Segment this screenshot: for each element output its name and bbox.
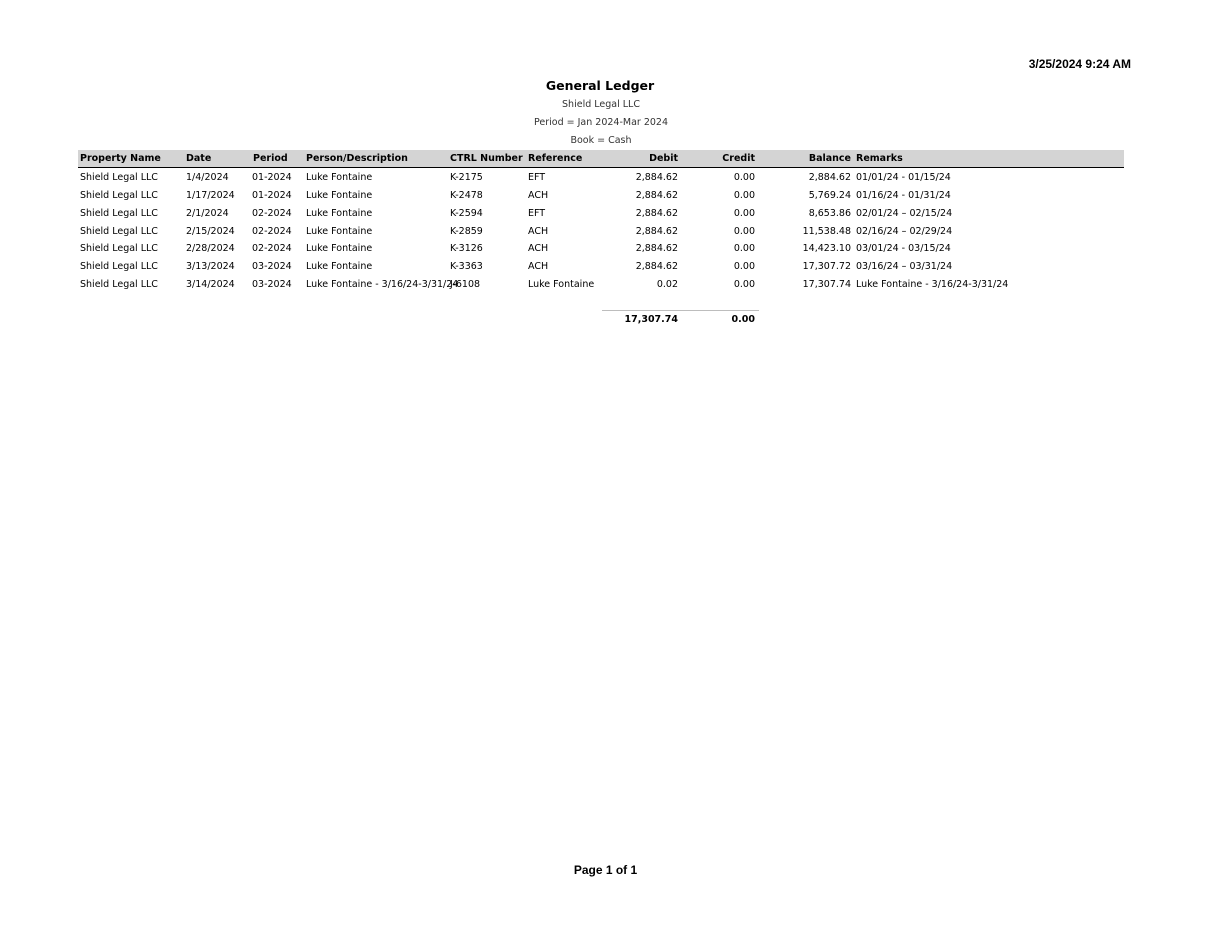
cell-remarks: 01/16/24 - 01/31/24	[856, 190, 951, 201]
cell-credit: 0.00	[733, 243, 755, 254]
report-title: General Ledger	[545, 78, 655, 93]
cell-debit: 2,884.62	[635, 172, 678, 183]
report-timestamp: 3/25/2024 9:24 AM	[1028, 57, 1131, 71]
cell-person: Luke Fontaine	[306, 190, 373, 201]
header-person-description: Person/Description	[306, 153, 408, 164]
cell-period: 02-2024	[252, 208, 292, 219]
cell-person: Luke Fontaine - 3/16/24-3/31/24	[306, 279, 459, 290]
header-balance: Balance	[808, 153, 851, 164]
cell-period: 02-2024	[252, 226, 292, 237]
cell-ctrl: K-2175	[450, 172, 483, 183]
cell-reference: EFT	[528, 208, 546, 219]
header-date: Date	[186, 153, 212, 164]
cell-property: Shield Legal LLC	[80, 172, 158, 183]
cell-remarks: Luke Fontaine - 3/16/24-3/31/24	[856, 279, 1009, 290]
cell-reference: Luke Fontaine	[528, 279, 595, 290]
cell-date: 3/13/2024	[186, 261, 235, 272]
header-ctrl-number: CTRL Number	[450, 153, 523, 164]
cell-period: 02-2024	[252, 243, 292, 254]
table-row	[0, 226, 1210, 244]
cell-remarks: 02/01/24 – 02/15/24	[856, 208, 953, 219]
cell-ctrl: K-2478	[450, 190, 483, 201]
header-property-name: Property Name	[80, 153, 161, 164]
cell-date: 2/28/2024	[186, 243, 235, 254]
cell-date: 2/15/2024	[186, 226, 235, 237]
cell-reference: ACH	[528, 261, 549, 272]
cell-balance: 17,307.74	[802, 279, 851, 290]
cell-person: Luke Fontaine	[306, 172, 373, 183]
cell-reference: ACH	[528, 243, 549, 254]
cell-debit: 2,884.62	[635, 261, 678, 272]
cell-debit: 2,884.62	[635, 208, 678, 219]
cell-period: 03-2024	[252, 279, 292, 290]
cell-balance: 5,769.24	[808, 190, 851, 201]
header-period: Period	[253, 153, 288, 164]
cell-credit: 0.00	[733, 261, 755, 272]
cell-property: Shield Legal LLC	[80, 226, 158, 237]
report-company: Shield Legal LLC	[562, 99, 640, 110]
cell-balance: 8,653.86	[808, 208, 851, 219]
cell-ctrl: J-6108	[450, 279, 481, 290]
cell-period: 01-2024	[252, 172, 292, 183]
table-row	[0, 172, 1210, 190]
cell-balance: 11,538.48	[802, 226, 851, 237]
header-debit: Debit	[649, 153, 678, 164]
cell-credit: 0.00	[733, 172, 755, 183]
cell-date: 1/17/2024	[186, 190, 235, 201]
cell-date: 3/14/2024	[186, 279, 235, 290]
report-period: Period = Jan 2024-Mar 2024	[533, 117, 668, 128]
cell-debit: 0.02	[656, 279, 678, 290]
total-debit: 17,307.74	[624, 314, 678, 325]
cell-remarks: 01/01/24 - 01/15/24	[856, 172, 951, 183]
cell-date: 2/1/2024	[186, 208, 229, 219]
cell-property: Shield Legal LLC	[80, 279, 158, 290]
cell-credit: 0.00	[733, 226, 755, 237]
cell-credit: 0.00	[733, 279, 755, 290]
header-credit: Credit	[722, 153, 755, 164]
totals-divider	[602, 310, 759, 311]
table-row	[0, 243, 1210, 261]
cell-property: Shield Legal LLC	[80, 243, 158, 254]
ledger-table-header	[78, 150, 1124, 168]
header-remarks: Remarks	[856, 153, 903, 164]
total-credit: 0.00	[731, 314, 755, 325]
report-book: Book = Cash	[570, 135, 632, 146]
cell-credit: 0.00	[733, 190, 755, 201]
cell-debit: 2,884.62	[635, 190, 678, 201]
cell-person: Luke Fontaine	[306, 243, 373, 254]
cell-reference: ACH	[528, 226, 549, 237]
cell-reference: EFT	[528, 172, 546, 183]
cell-property: Shield Legal LLC	[80, 208, 158, 219]
cell-debit: 2,884.62	[635, 226, 678, 237]
cell-balance: 2,884.62	[808, 172, 851, 183]
cell-remarks: 02/16/24 – 02/29/24	[856, 226, 953, 237]
cell-remarks: 03/01/24 - 03/15/24	[856, 243, 951, 254]
cell-ctrl: K-2859	[450, 226, 483, 237]
cell-period: 01-2024	[252, 190, 292, 201]
cell-person: Luke Fontaine	[306, 208, 373, 219]
cell-credit: 0.00	[733, 208, 755, 219]
cell-ctrl: K-2594	[450, 208, 483, 219]
table-row	[0, 190, 1210, 208]
cell-property: Shield Legal LLC	[80, 190, 158, 201]
table-row	[0, 208, 1210, 226]
header-reference: Reference	[528, 153, 583, 164]
cell-ctrl: K-3126	[450, 243, 483, 254]
cell-balance: 14,423.10	[802, 243, 851, 254]
cell-period: 03-2024	[252, 261, 292, 272]
cell-date: 1/4/2024	[186, 172, 229, 183]
cell-person: Luke Fontaine	[306, 226, 373, 237]
cell-property: Shield Legal LLC	[80, 261, 158, 272]
page-number: Page 1 of 1	[573, 863, 638, 877]
cell-reference: ACH	[528, 190, 549, 201]
cell-ctrl: K-3363	[450, 261, 483, 272]
cell-person: Luke Fontaine	[306, 261, 373, 272]
cell-balance: 17,307.72	[802, 261, 851, 272]
table-row	[0, 261, 1210, 279]
cell-remarks: 03/16/24 – 03/31/24	[856, 261, 953, 272]
cell-debit: 2,884.62	[635, 243, 678, 254]
table-row	[0, 279, 1210, 297]
